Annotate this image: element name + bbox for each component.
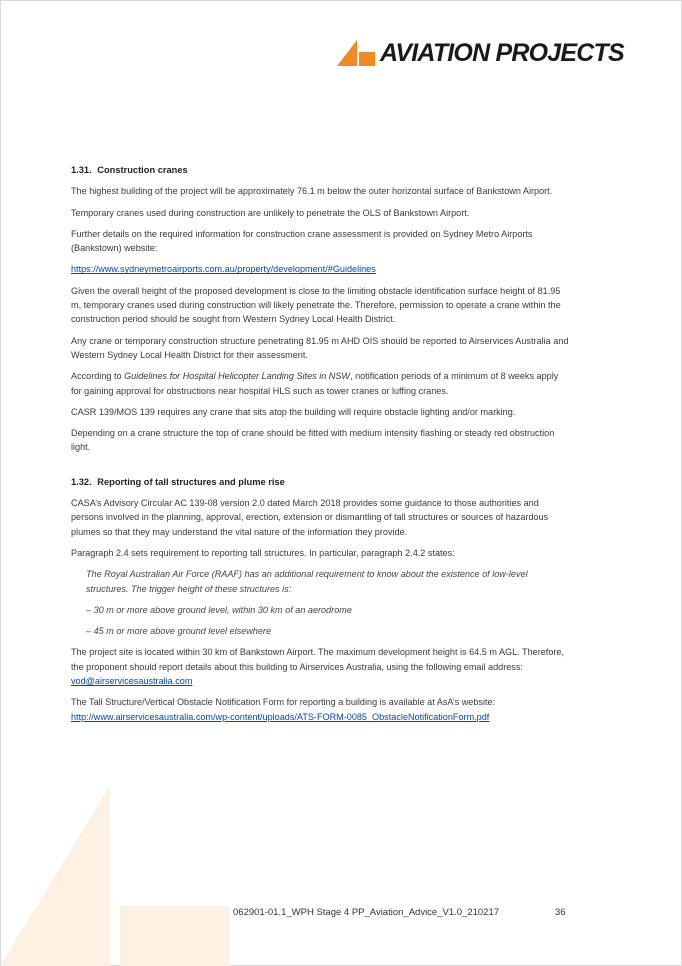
document-body (71, 163, 571, 731)
paragraph: Depending on a crane structure the top of crane should be fitted with medium intensity flashing or steady red obstruction light. (71, 428, 555, 453)
section-number: 1.31. (71, 165, 92, 175)
email-link[interactable]: vod@airservicesaustralia.com (71, 676, 193, 687)
text-segment: The Tall Structure/Vertical Obstacle Notification Form for reporting a building is available at AsA’s website: (71, 697, 496, 708)
footer-doc-id: 062901-01.1_WPH Stage 4 PP_Aviation_Advice_V1.0_210217 (233, 907, 500, 918)
text-segment: The project site is located within 30 km of Bankstown Airport. The maximum development height is 64.5 m AGL. Therefore, the proponent should report details about this building to Airservices Australia, using the following email address: (71, 647, 564, 672)
paragraph (71, 645, 571, 688)
company-logo (337, 38, 624, 68)
paragraph-link (71, 262, 571, 276)
paragraph: Temporary cranes used during construction are unlikely to penetrate the OLS of Bankstown Airport. (71, 207, 470, 218)
paragraph: Any crane or temporary construction structure penetrating 81.95 m AHD OIS should be reported to Airservices Australia and Western Sydney Local Health District for their assessment. (71, 335, 569, 360)
quote-paragraph: The Royal Australian Air Force (RAAF) has an additional requirement to know about the existence of low-level structures. The trigger height of these structures is: (86, 569, 528, 594)
paragraph: CASA’s Advisory Circular AC 139-08 version 2.0 dated March 2018 provides some guidance to those authorities and persons involved in the planning, approval, erection, extension or dismantling of tall structures or sources of hazardous plumes so that they may understand the vital nature of the information they provide. (71, 498, 549, 537)
aviation-projects-logo-icon (337, 40, 375, 66)
section-heading-construction-cranes (71, 163, 571, 177)
obstacle-form-link[interactable]: http://www.airservicesaustralia.com/wp-content/uploads/ATS-FORM-0085_ObstacleNotificationForm.pdf (71, 711, 490, 722)
quote-item: – 30 m or more above ground level, within 30 km of an aerodrome (86, 604, 352, 615)
paragraph: CASR 139/MOS 139 requires any crane that sits atop the building will require obstacle lighting and/or marking. (71, 406, 516, 417)
paragraph: Given the overall height of the proposed development is close to the limiting obstacle identification surface height of 81.95 m, temporary cranes used during construction will likely penetrate the. Therefore, permission to operate a crane within the construction period should be sought from Western Sydney Local Health District. (71, 285, 561, 325)
text-segment: According to (71, 371, 125, 382)
section-title: Reporting of tall structures and plume rise (97, 476, 285, 487)
paragraph: Paragraph 2.4 sets requirement to reporting tall structures. In particular, paragraph 2.4.2 states: (71, 547, 455, 558)
paragraph (71, 695, 571, 724)
sydney-metro-airports-link[interactable]: https://www.sydneymetroairports.com.au/property/development/#Guidelines (71, 264, 376, 275)
guidelines-title: Guidelines for Hospital Helicopter Landing Sites in NSW (124, 371, 351, 382)
paragraph (71, 369, 571, 398)
logo-text: AVIATION PROJECTS (380, 38, 624, 67)
section-number: 1.32. (71, 476, 92, 487)
paragraph: Further details on the required information for construction crane assessment is provided on Sydney Metro Airports (Bankstown) website: (71, 228, 533, 254)
quote-item: – 45 m or more above ground level elsewhere (86, 626, 272, 637)
text-segment: , notification periods of a minimum of 8 weeks apply for gaining approval for obstructions near hospital HLS such as tower cranes or luffing cranes. (71, 371, 559, 396)
section-heading-tall-structures (71, 475, 571, 489)
section-title: Construction cranes (97, 165, 188, 175)
paragraph: The highest building of the project will be approximately 76.1 m below the outer horizontal surface of Bankstown Airport. (71, 186, 553, 197)
page-number: 36 (555, 907, 566, 918)
watermark-logo-shape (0, 766, 230, 966)
